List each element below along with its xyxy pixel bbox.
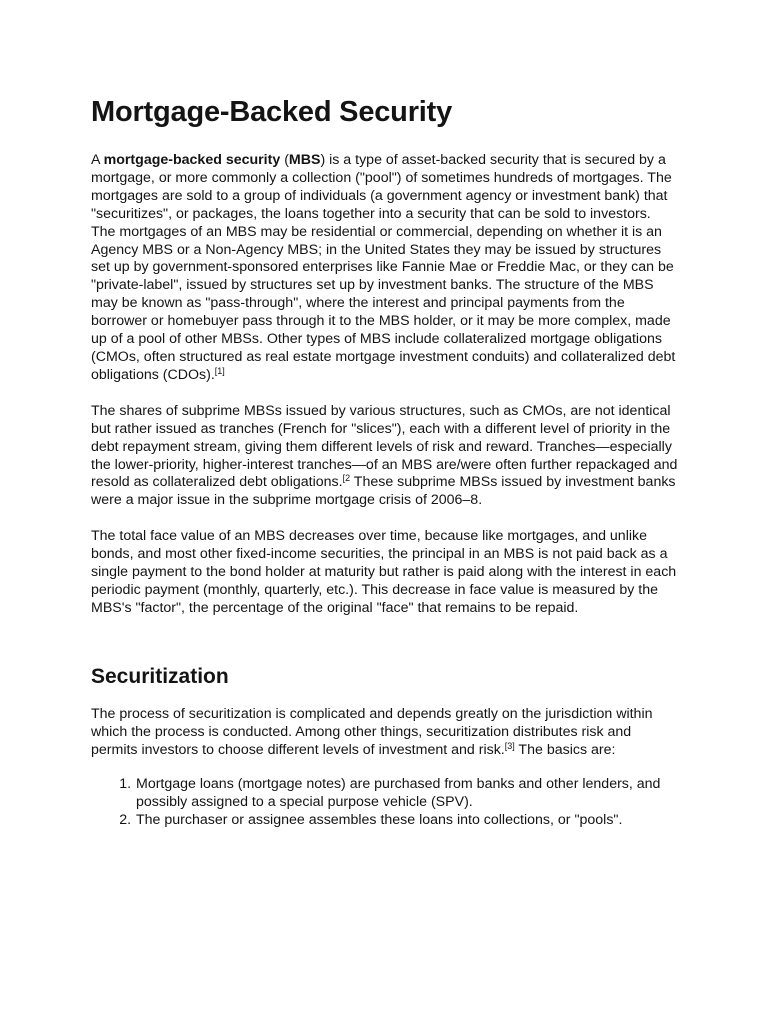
intro-text: ) is a type of asset-backed security that is secured by a mortgage, or more commonly a collection ("pool") of sometimes hundreds of mortgages. The mortgages are sold to a group of individuals (a government agency or investment bank) that "securitizes", or packages, the loans together into a security that can be sold to investors. The mortgages of an MBS may be residential or commercial, depending on whether it is an Agency MBS or a Non-Agency MBS; in the United States they may be issued by structures set up by government-sponsored enterprises like Fannie Mae or Freddie Mac, or they can be "private-label", issued by structures set up by investment banks. The structure of the MBS may be known as "pass-through", where the interest and principal payments from the borrower or homebuyer pass through it to the MBS holder, or it may be more complex, made up of a pool of other MBSs. Other types of MBS include collateralized mortgage obligations (CMOs, often structured as real estate mortgage investment conduits) and collateralized debt obligations (CDOs).: [91, 152, 676, 383]
list-item: 2. The purchaser or assignee assembles these loans into collections, or "pools".: [135, 812, 678, 830]
intro-term: mortgage-backed security: [103, 152, 281, 168]
tranches-paragraph: [91, 403, 678, 510]
reference-link-1[interactable]: [1]: [214, 365, 225, 376]
intro-pre: A: [91, 152, 104, 168]
list-item: 1. Mortgage loans (mortgage notes) are purchased from banks and other lenders, and possibly assigned to a special purpose vehicle (SPV).: [135, 776, 678, 812]
securitization-steps-list: [91, 776, 678, 830]
face-value-paragraph: The total face value of an MBS decreases over time, because like mortgages, and unlike bonds, and most other fixed-income securities, the principal in an MBS is not paid back as a single payment to the bond holder at maturity but rather is paid along with the interest in each periodic payment (monthly, quarterly, etc.). This decrease in face value is measured by the MBS's "factor", the percentage of the original "face" that remains to be repaid.: [91, 528, 677, 616]
securitization-text-a: The process of securitization is complicated and depends greatly on the jurisdiction within which the process is conducted. Among other things, securitization distributes risk and permits investors to choose different levels of investment and risk.: [91, 705, 653, 758]
reference-link-2[interactable]: [2: [342, 473, 351, 484]
tranches-text-a: The shares of subprime MBSs issued by various structures, such as CMOs, are not identical but rather issued as tranches (French for "slices"), each with a different level of priority in the debt repayment stream, giving them different levels of risk and reward. Tranches—especially the lower-priority, higher-interest tranches—of an MBS are/were often further repackaged and resold as collateralized debt obligations.: [91, 402, 678, 491]
securitization-text-b: The basics are:: [514, 741, 616, 758]
intro-mid: (: [280, 152, 289, 168]
intro-paragraph: [91, 152, 678, 385]
page-title: Mortgage-Backed Security: [91, 96, 453, 128]
reference-link-3[interactable]: [3]: [504, 740, 515, 751]
securitization-paragraph: [91, 706, 678, 760]
section-heading-securitization: Securitization: [91, 664, 229, 688]
tranches-text-b: These subprime MBSs issued by investment banks were a major issue in the subprime mortgage crisis of 2006–8.: [91, 474, 676, 509]
intro-abbr: MBS: [288, 152, 321, 168]
